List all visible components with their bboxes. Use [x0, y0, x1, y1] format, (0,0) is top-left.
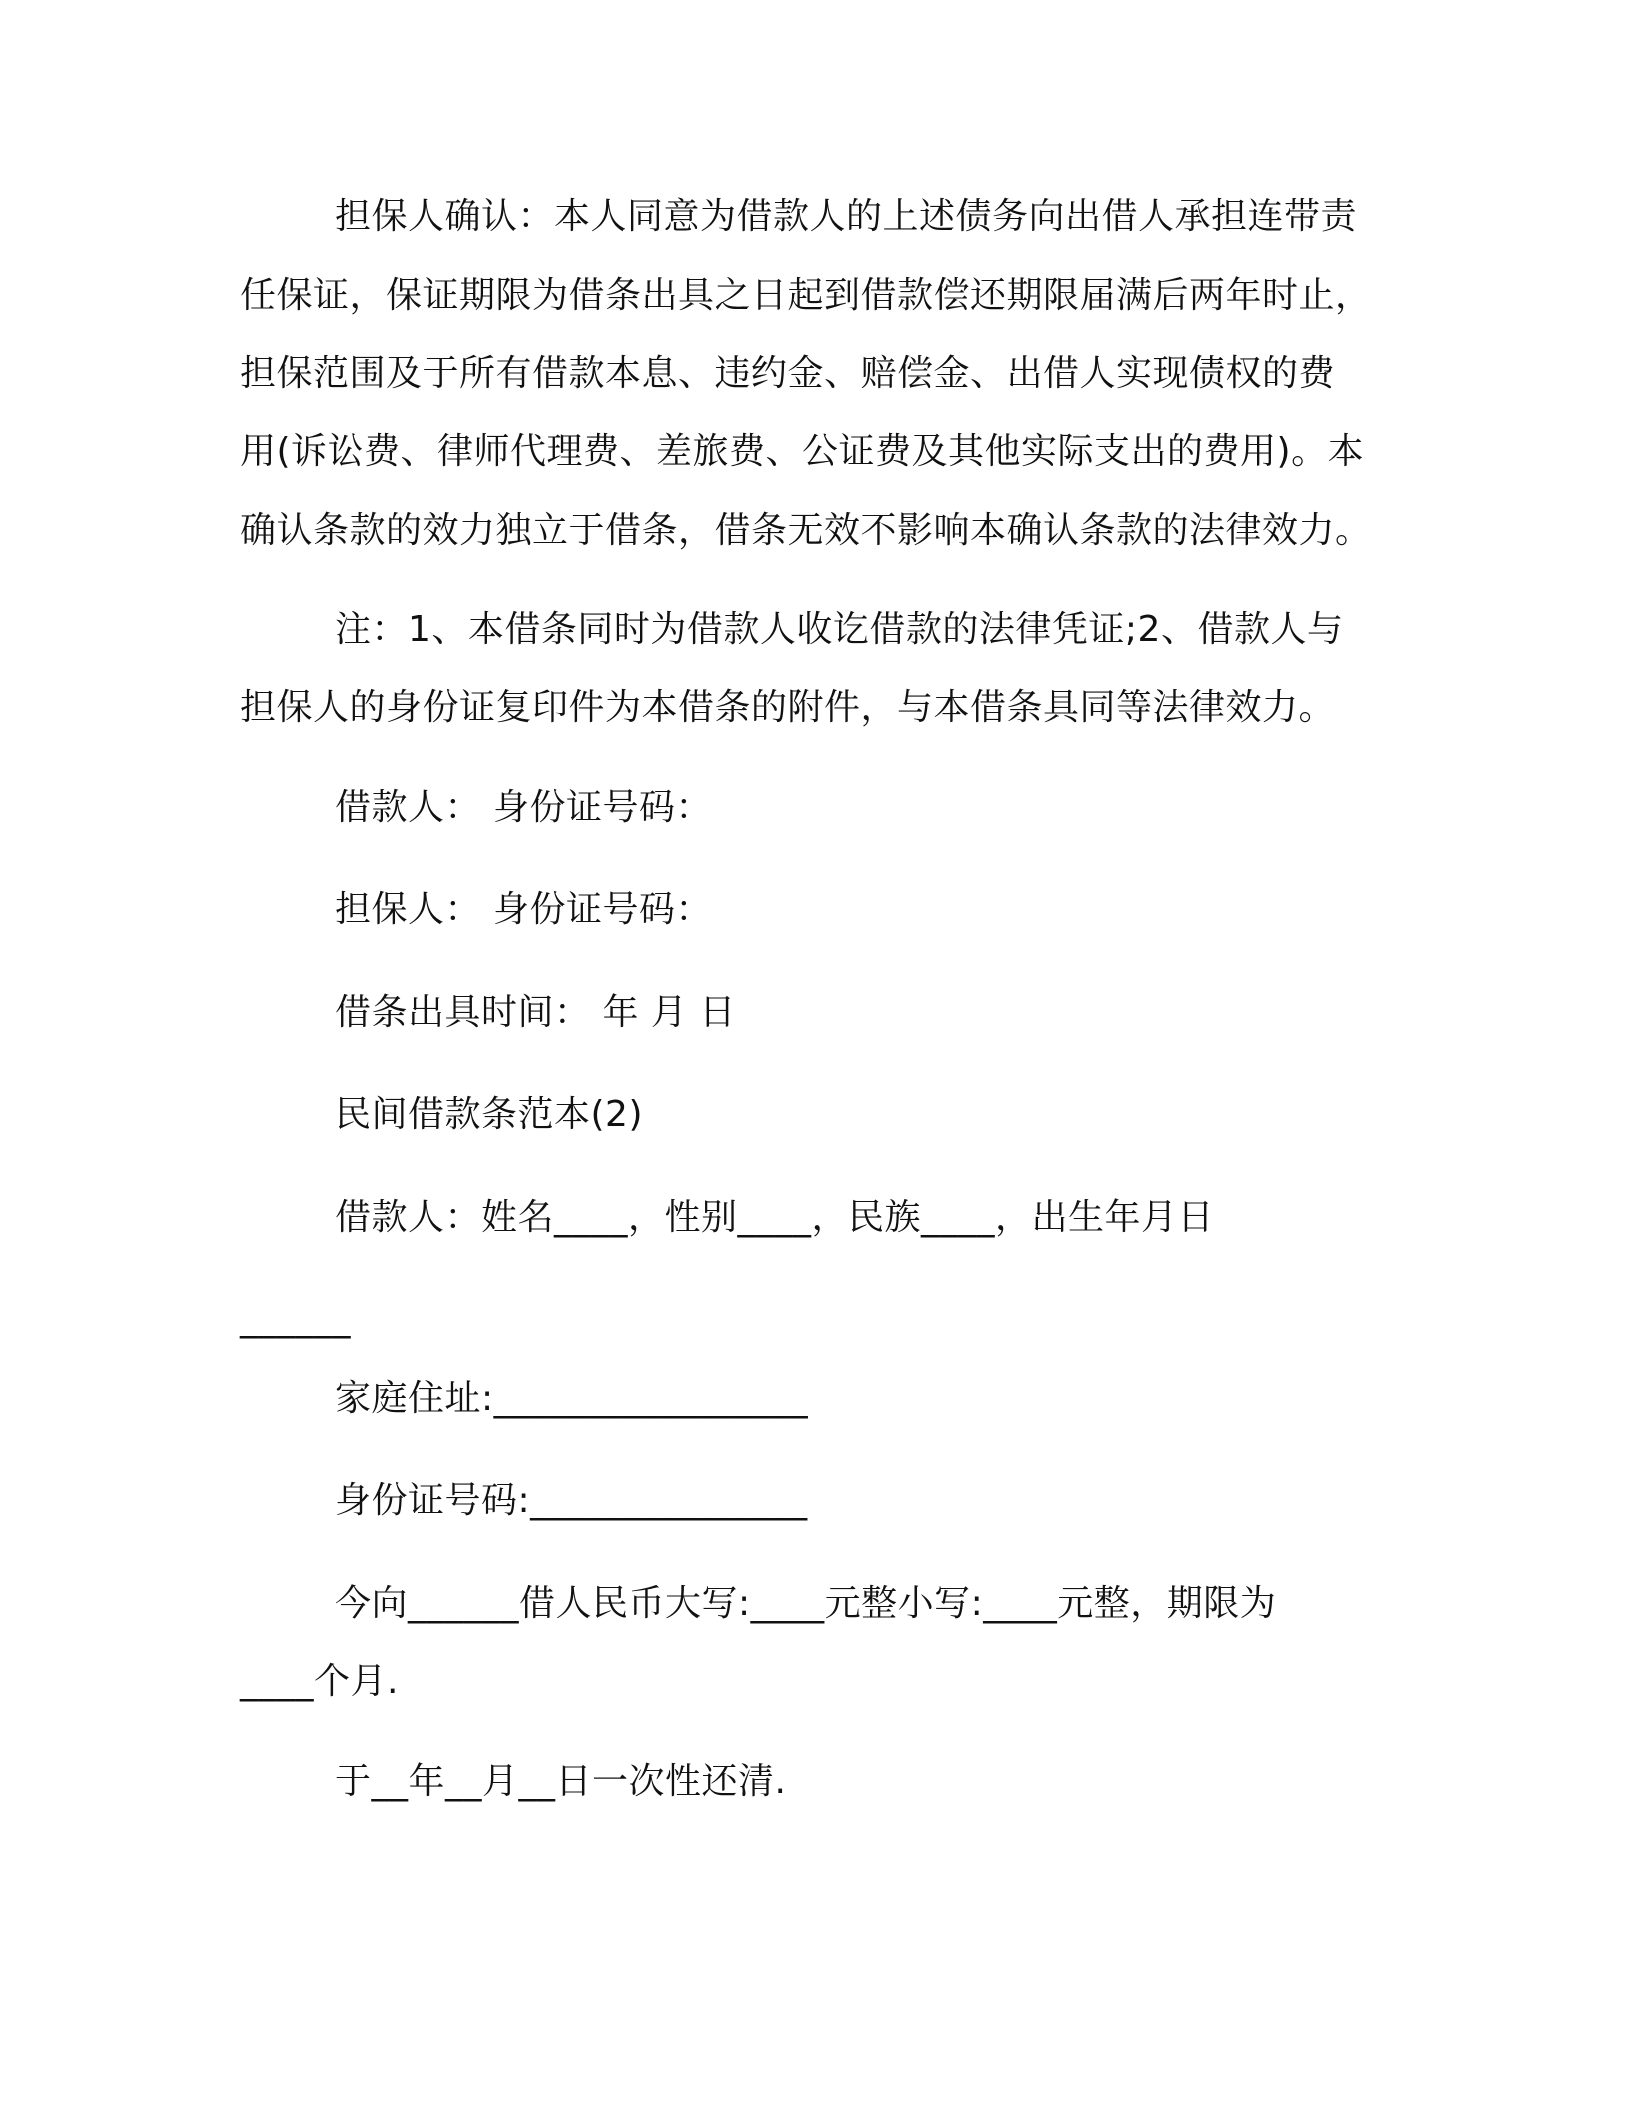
guarantor-confirmation-line-1: 担保人确认：本人同意为借款人的上述债务向出借人承担连带责 — [335, 196, 1358, 237]
note-line-2: 担保人的身份证复印件为本借条的附件，与本借条具同等法律效力。 — [240, 687, 1336, 728]
guarantor-confirmation-line-3: 担保范围及于所有借款本息、违约金、赔偿金、出借人实现债权的费 — [240, 353, 1336, 394]
home-address-line: 家庭住址:_________________ — [335, 1378, 809, 1419]
guarantor-confirmation-line-4: 用(诉讼费、律师代理费、差旅费、公证费及其他实际支出的费用)。本 — [240, 431, 1365, 472]
guarantor-confirmation-line-2: 任保证，保证期限为借条出具之日起到借款偿还期限届满后两年时止， — [240, 275, 1372, 316]
id-number-line: 身份证号码:_______________ — [335, 1480, 808, 1521]
loan-terms-line-2: ____个月. — [240, 1661, 399, 1702]
borrower-signature-line: 借款人： 身份证号码： — [335, 787, 712, 828]
loan-terms-line-1: 今向______借人民币大写:____元整小写:____元整，期限为 — [335, 1583, 1277, 1624]
borrower-info-line-1: 借款人：姓名____，性别____，民族____，出生年月日 — [335, 1197, 1215, 1238]
issue-date-line: 借条出具时间： 年 月 日 — [335, 992, 736, 1033]
section-title: 民间借款条范本(2) — [335, 1094, 643, 1135]
repayment-line: 于__年__月__日一次性还清. — [335, 1761, 787, 1802]
borrower-info-line-2: ______ — [240, 1298, 351, 1339]
note-line-1: 注：1、本借条同时为借款人收讫借款的法律凭证;2、借款人与 — [335, 609, 1344, 650]
guarantor-confirmation-line-5: 确认条款的效力独立于借条，借条无效不影响本确认条款的法律效力。 — [240, 510, 1372, 551]
guarantor-signature-line: 担保人： 身份证号码： — [335, 889, 712, 930]
